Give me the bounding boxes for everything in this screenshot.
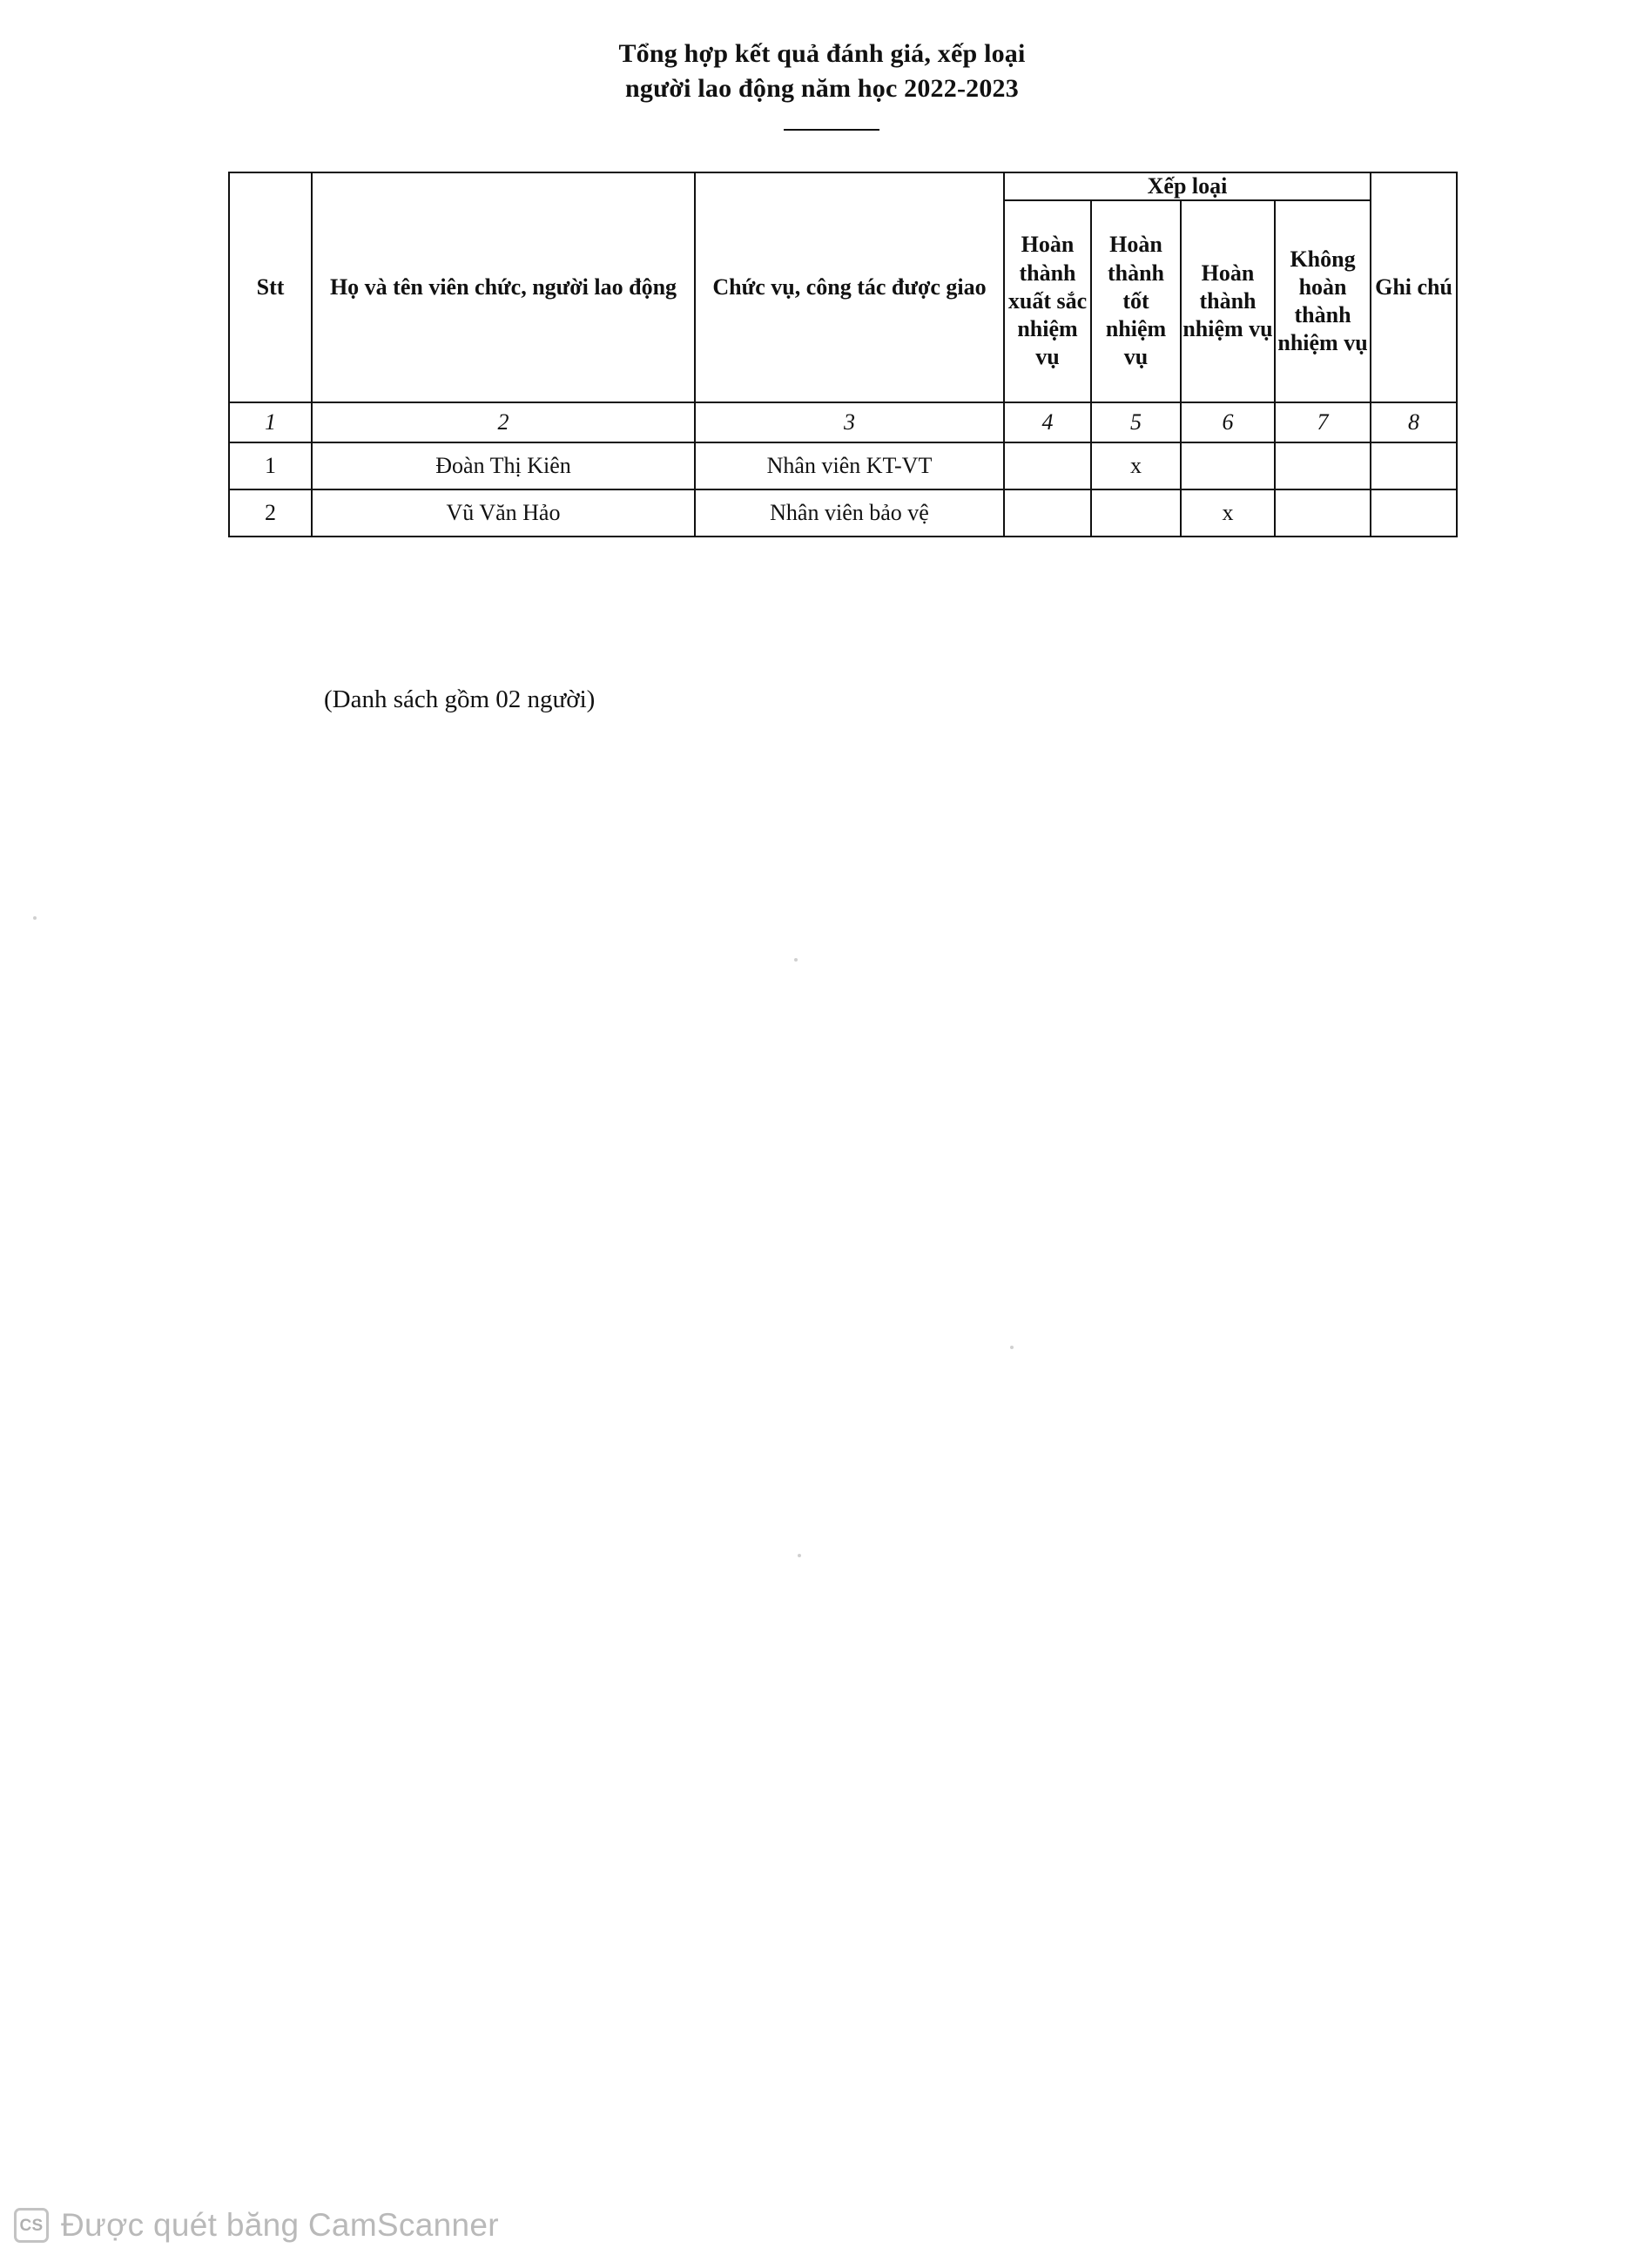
table-header-row-top xyxy=(229,172,1457,200)
header-role: Chức vụ, công tác được giao xyxy=(695,172,1004,402)
colnum-6: 6 xyxy=(1181,402,1275,442)
row-rank-incomplete xyxy=(1275,489,1371,537)
row-role: Nhân viên bảo vệ xyxy=(695,489,1004,537)
camscanner-watermark xyxy=(14,2207,499,2244)
colnum-4: 4 xyxy=(1004,402,1091,442)
page-title xyxy=(0,37,1644,106)
row-note xyxy=(1371,489,1457,537)
table-row xyxy=(229,489,1457,537)
header-rank-complete: Hoàn thành nhiệm vụ xyxy=(1181,200,1275,402)
header-note: Ghi chú xyxy=(1371,172,1457,402)
header-rank-incomplete: Không hoàn thành nhiệm vụ xyxy=(1275,200,1371,402)
header-stt: Stt xyxy=(229,172,312,402)
row-rank-complete: x xyxy=(1181,489,1275,537)
row-stt: 2 xyxy=(229,489,312,537)
row-rank-good xyxy=(1091,489,1181,537)
row-rank-incomplete xyxy=(1275,442,1371,489)
page-title-line1: Tổng hợp kết quả đánh giá, xếp loại xyxy=(618,39,1026,68)
camscanner-badge-icon: CS xyxy=(14,2208,49,2243)
colnum-1: 1 xyxy=(229,402,312,442)
evaluation-table-wrapper xyxy=(228,172,1452,537)
colnum-5: 5 xyxy=(1091,402,1181,442)
colnum-8: 8 xyxy=(1371,402,1457,442)
table-row xyxy=(229,442,1457,489)
colnum-7: 7 xyxy=(1275,402,1371,442)
column-number-row xyxy=(229,402,1457,442)
list-count-note: (Danh sách gồm 02 người) xyxy=(324,685,596,713)
page-title-line2: người lao động năm học 2022-2023 xyxy=(625,73,1019,103)
scan-speck xyxy=(798,1554,801,1557)
row-note xyxy=(1371,442,1457,489)
title-underline xyxy=(784,129,879,131)
header-name: Họ và tên viên chức, người lao động xyxy=(312,172,695,402)
row-rank-excellent xyxy=(1004,442,1091,489)
row-role: Nhân viên KT-VT xyxy=(695,442,1004,489)
header-rank-group: Xếp loại xyxy=(1004,172,1371,200)
row-rank-excellent xyxy=(1004,489,1091,537)
row-name: Đoàn Thị Kiên xyxy=(312,442,695,489)
row-rank-good: x xyxy=(1091,442,1181,489)
header-rank-excellent: Hoàn thành xuất sắc nhiệm vụ xyxy=(1004,200,1091,402)
header-rank-good: Hoàn thành tốt nhiệm vụ xyxy=(1091,200,1181,402)
row-stt: 1 xyxy=(229,442,312,489)
scan-speck xyxy=(794,958,798,962)
evaluation-table xyxy=(228,172,1458,537)
row-name: Vũ Văn Hảo xyxy=(312,489,695,537)
colnum-2: 2 xyxy=(312,402,695,442)
row-rank-complete xyxy=(1181,442,1275,489)
scan-speck xyxy=(1010,1346,1014,1349)
colnum-3: 3 xyxy=(695,402,1004,442)
camscanner-text: Được quét băng CamScanner xyxy=(61,2207,499,2243)
scan-speck xyxy=(33,916,37,920)
